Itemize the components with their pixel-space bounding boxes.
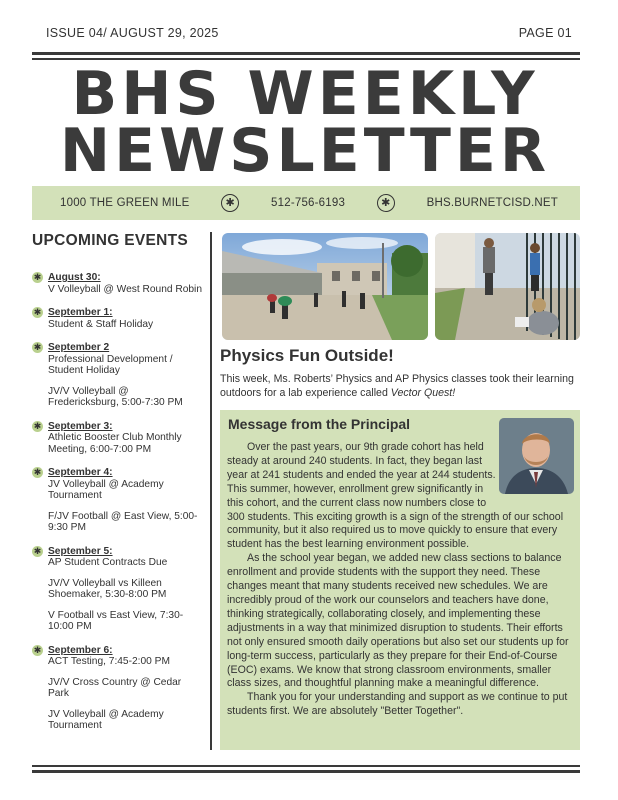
event-detail: AP Student Contracts Due	[48, 557, 168, 568]
event-detail: V Volleyball @ West Round Robin	[48, 283, 202, 295]
event-detail: V Football vs East View, 7:30-10:00 PM	[48, 609, 184, 632]
event-date: September 6:	[48, 644, 113, 656]
masthead-line-1: BHS WEEKLY	[71, 59, 539, 129]
events-heading: UPCOMING EVENTS	[32, 232, 189, 249]
event-item	[32, 342, 202, 409]
message-paragraph: Thank you for your understanding and support as we continue to put students first. We are absolutely "Better Together".	[227, 691, 568, 718]
issue-header	[46, 26, 572, 40]
masthead-line-2: NEWSLETTER	[59, 116, 551, 186]
event-date: September 4:	[48, 467, 113, 478]
event-detail: Professional Development / Student Holiday	[48, 353, 173, 376]
contact-bar	[32, 186, 580, 220]
website-text[interactable]: BHS.BURNETCISD.NET	[426, 197, 558, 209]
event-detail: JV Volleyball @ Academy Tournament	[48, 478, 164, 501]
asterisk-icon: ✱	[33, 420, 42, 431]
article-italic-text: Vector Quest!	[390, 386, 456, 399]
event-item	[32, 421, 202, 456]
phone-text: 512-756-6193	[271, 197, 346, 209]
event-date: September 3:	[48, 420, 113, 432]
article-title: Physics Fun Outside!	[220, 346, 394, 365]
event-detail: JV/V Volleyball @ Fredericksburg, 5:00-7:30 PM	[48, 385, 183, 408]
principal-message-body	[227, 441, 574, 719]
column-divider	[210, 232, 212, 750]
event-date: September 2	[48, 342, 110, 353]
asterisk-circle-icon: ✱	[221, 194, 239, 212]
asterisk-icon: ✱	[33, 545, 42, 556]
asterisk-icon: ✱	[33, 467, 42, 477]
footer-rule-thick	[32, 770, 580, 773]
event-detail: JV/V Volleyball vs Killeen Shoemaker, 5:30-8:00 PM	[48, 577, 167, 600]
address-text: 1000 THE GREEN MILE	[60, 197, 190, 209]
event-date: August 30:	[48, 272, 101, 283]
event-item	[32, 645, 202, 732]
message-paragraph: As the school year began, we added new class sections to balance enrollment and provide students with the support they need. These changes meant that many students received new schedules. We are incredibly proud of the work our counselors and teachers have done, thinking strategically, collaborating closely, and implementing these adjustments in a way that minimized disruption to students. Their efforts not only ensured smooth daily operations but also set our students up for long-term success, particularly as they prepare for their End-of-Course (EOC) exams. We know that strong classroom environments, smaller class sizes, and thoughtful planning make a meaningful difference.	[227, 552, 569, 690]
message-paragraph: Over the past years, our 9th grade cohort has held steady at around 240 students. In fact, they began last year at 241 students and ended the year at 244 students. This summer, however, enrollment grew significantly in this cohort, and the current class now numbers close to 300 students. This exciting growth is a sign of the strength of our school community, but it also required us to move quickly to ensure that every student has the best learning environment possible.	[227, 441, 564, 551]
asterisk-circle-icon: ✱	[377, 194, 395, 212]
page-number: PAGE 01	[518, 26, 572, 40]
event-detail: JV Volleyball @ Academy Tournament	[48, 708, 164, 731]
physics-class-photo-1	[222, 233, 428, 340]
asterisk-icon: ✱	[33, 342, 42, 352]
event-date: September 5:	[48, 545, 113, 557]
article-text: This week, Ms. Roberts’ Physics and AP Physics classes took their learning outdoors for a lab experience called	[220, 373, 574, 399]
footer-rule-thin	[32, 765, 580, 767]
asterisk-icon: ✱	[33, 307, 42, 317]
portrait-spacer	[496, 441, 574, 498]
asterisk-icon: ✱	[33, 644, 42, 655]
event-item	[32, 467, 202, 534]
event-item	[32, 272, 202, 295]
event-detail: Athletic Booster Club Monthly Meeting, 6:00-7:00 PM	[48, 432, 182, 455]
principal-message-box	[220, 410, 580, 750]
event-detail: F/JV Football @ East View, 5:00-9:30 PM	[48, 510, 198, 533]
header-rule-thick	[32, 52, 580, 55]
issue-label: ISSUE 04/ AUGUST 29, 2025	[46, 26, 219, 40]
event-item	[32, 546, 202, 633]
physics-class-photo-2	[435, 233, 580, 340]
event-detail: Student & Staff Holiday	[48, 318, 154, 330]
principal-message-title: Message from the Principal	[228, 416, 411, 432]
event-detail: JV/V Cross Country @ Cedar Park	[48, 676, 182, 699]
event-detail: ACT Testing, 7:45-2:00 PM	[48, 656, 170, 667]
event-item	[32, 307, 202, 330]
article-body	[220, 373, 582, 400]
upcoming-events	[32, 232, 202, 744]
event-date: September 1:	[48, 307, 113, 318]
asterisk-icon: ✱	[33, 272, 42, 282]
